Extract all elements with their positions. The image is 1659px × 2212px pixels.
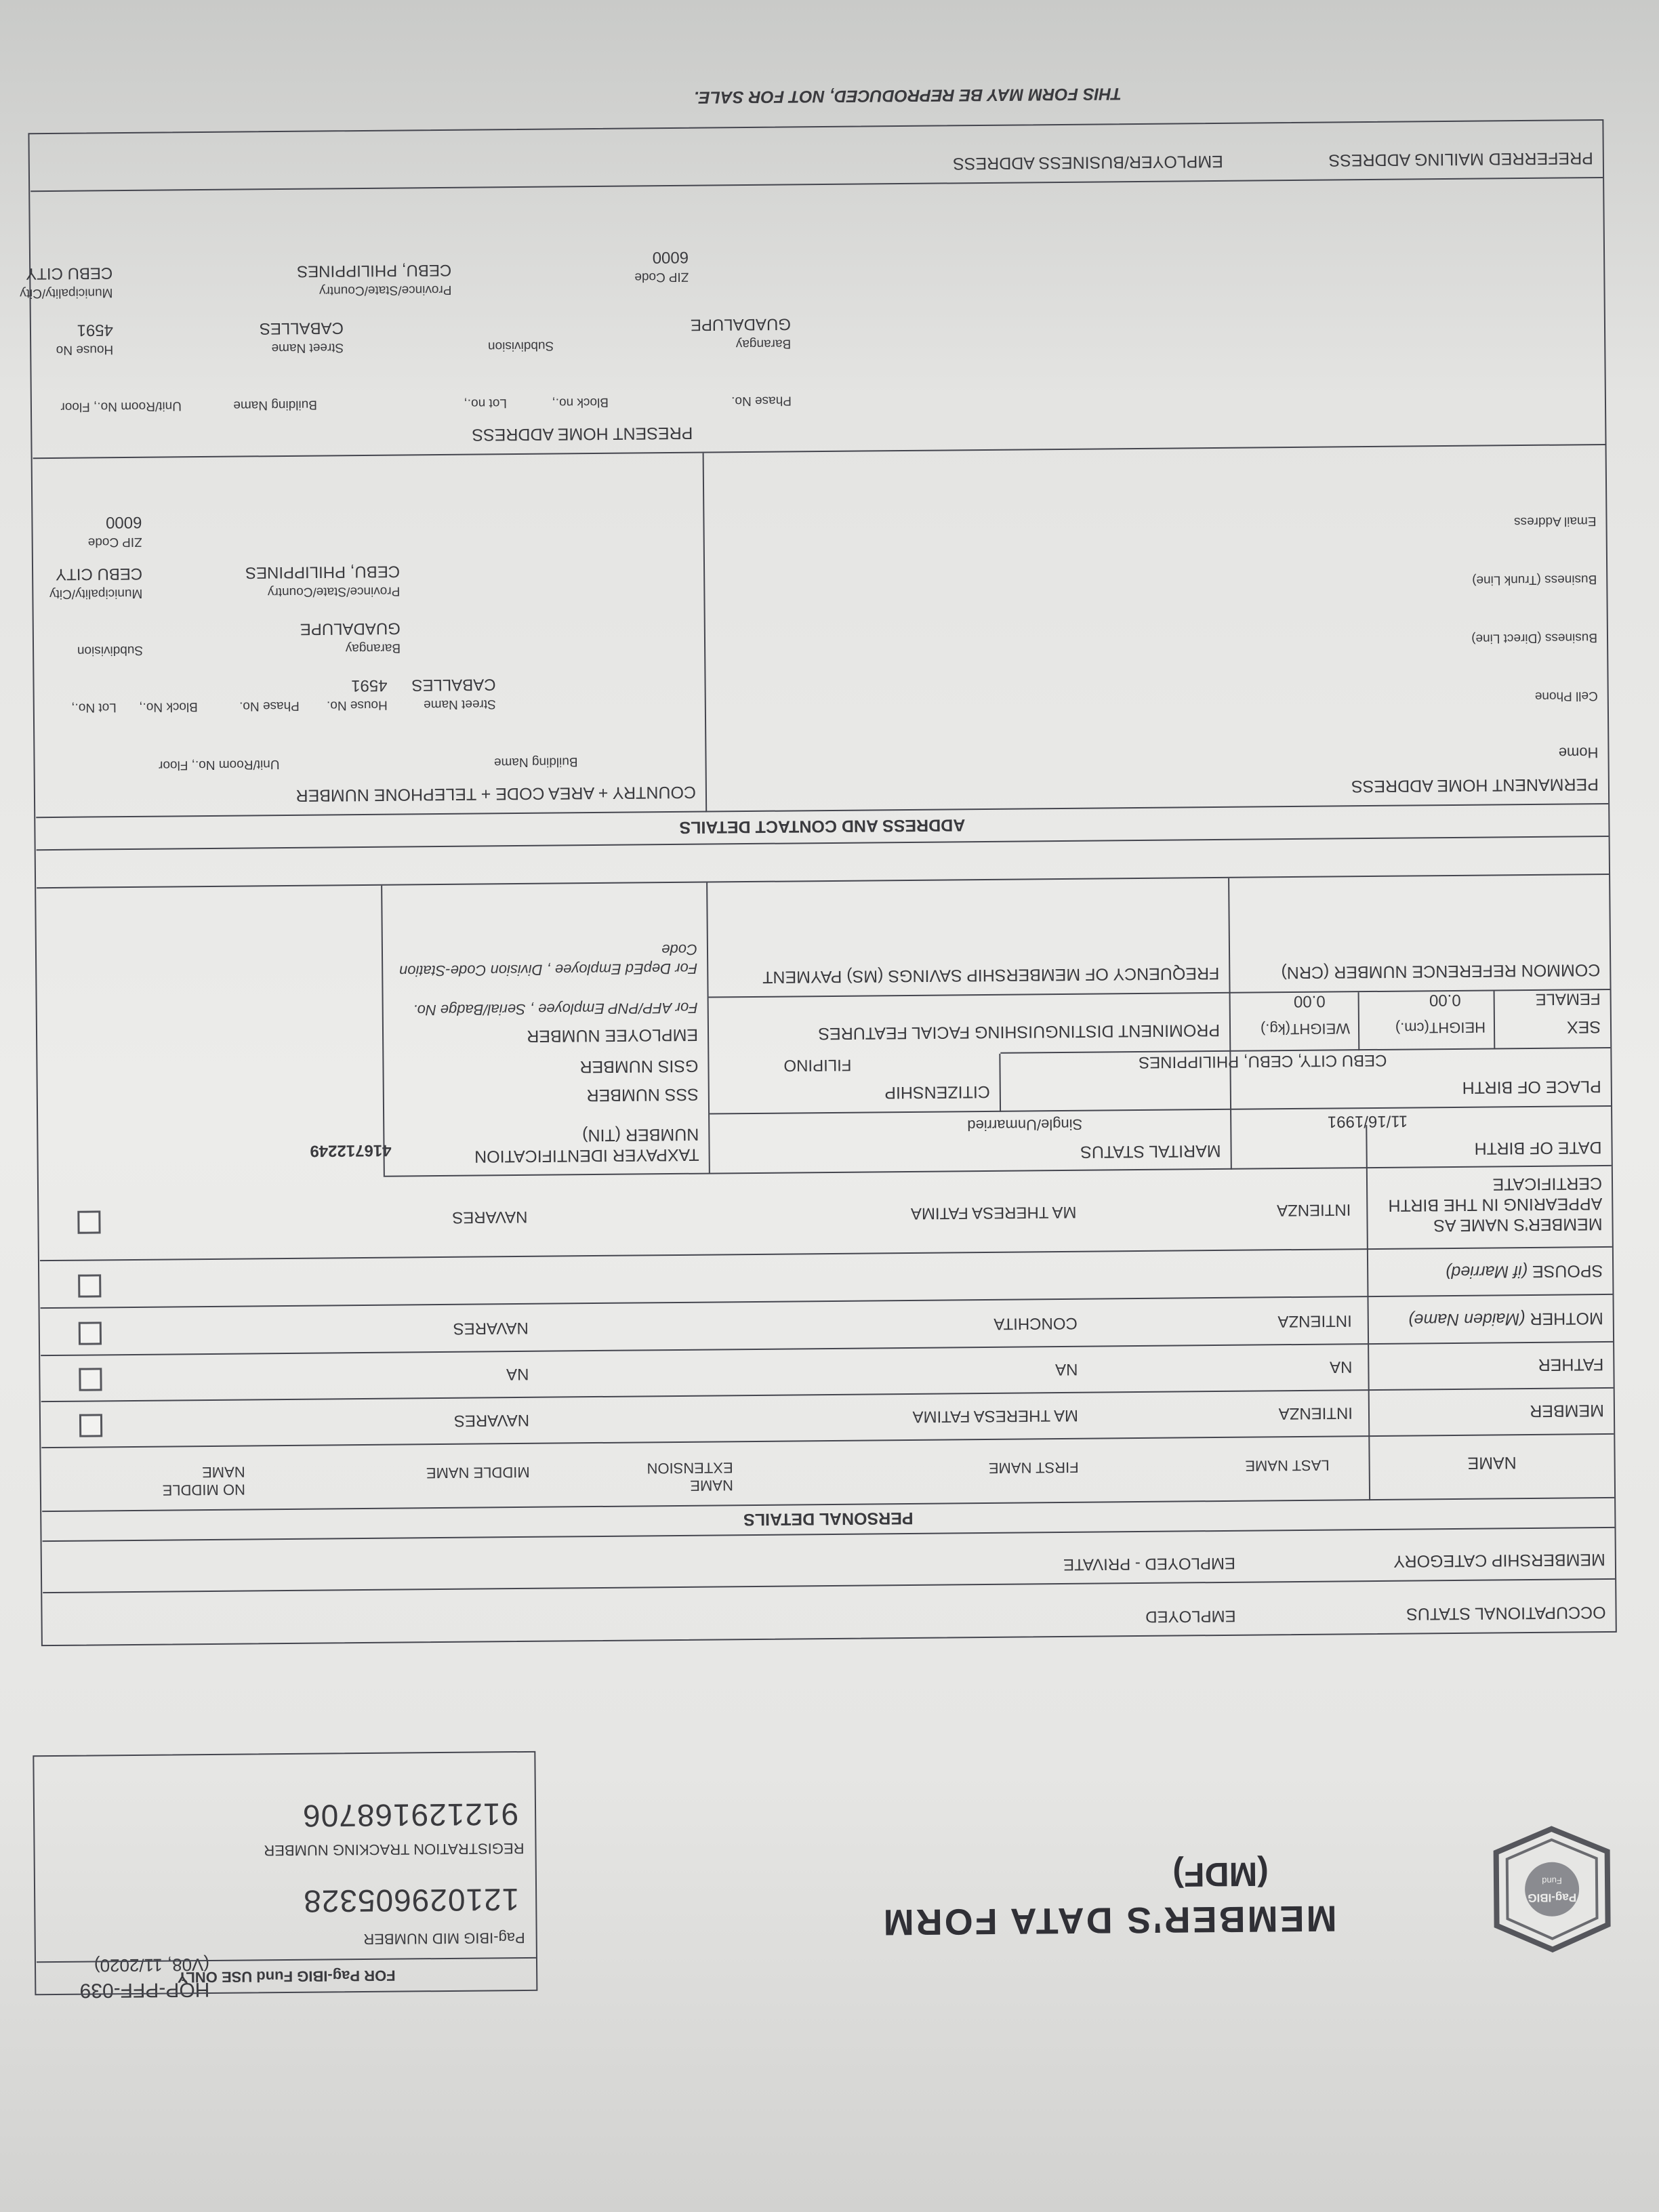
col-no-middle-name: NO MIDDLE NAME [162, 1463, 246, 1499]
weight-value: 0.00 [1293, 991, 1326, 1011]
form-code: HQP-PFF-039 [79, 1978, 210, 2002]
perm-zip-label: ZIP Code [87, 534, 142, 550]
first-name-value: CONCHITA [994, 1313, 1078, 1333]
last-name-value: INTIENZA [1276, 1200, 1351, 1220]
pres-block-label: Block no., [552, 394, 609, 410]
form-title: MEMBER'S DATA FORM [881, 1898, 1337, 1943]
frequency-ms-payment-label: FREQUENCY OF MEMBERSHIP SAVINGS (MS) PAYMENT [762, 963, 1220, 987]
perm-phase-label: Phase No. [239, 698, 300, 714]
occupational-status-value: EMPLOYED [1145, 1606, 1236, 1626]
last-name-value: NA [1329, 1357, 1353, 1376]
personal-details-header: PERSONAL DETAILS [743, 1508, 914, 1530]
height-value: 0.00 [1429, 990, 1461, 1010]
employee-number-label: EMPLOYEE NUMBER [527, 1025, 699, 1046]
logo-subtext: Fund [1542, 1875, 1562, 1886]
row-label: FATHER [1538, 1355, 1604, 1374]
col-first-name: FIRST NAME [988, 1458, 1079, 1477]
row-label: MEMBER'S NAME AS APPEARING IN THE BIRTH CERTIFICATE [1388, 1174, 1603, 1235]
pres-lot-label: Lot no., [464, 396, 508, 411]
pres-province-value: CEBU, PHILIPPINES [297, 260, 452, 281]
perm-barangay-label: Barangay [345, 640, 401, 656]
pres-zip-label: ZIP Code [634, 269, 689, 285]
membership-category-value: EMPLOYED - PRIVATE [1063, 1553, 1236, 1574]
present-address-title: PRESENT HOME ADDRESS [472, 423, 693, 445]
last-name-value: INTIENZA [1277, 1311, 1352, 1331]
rtn-value: 912129168706 [302, 1797, 519, 1834]
citizenship-label: CITIZENSHIP [884, 1082, 990, 1103]
pres-subdivision-label: Subdivision [487, 338, 554, 354]
perm-municipality-label: Municipality/City [49, 586, 143, 602]
first-name-value: MA THERESA FATIMA [910, 1202, 1077, 1223]
form-subtitle: (MDF) [1172, 1855, 1269, 1894]
first-name-value: MA THERESA FATIMA [912, 1406, 1079, 1426]
pagibig-logo [1490, 1824, 1614, 1954]
perm-street-value: CABALLES [411, 675, 496, 695]
perm-unit-label: Unit/Room No., Floor [159, 757, 280, 773]
contact-direct-label: Business (Direct Line) [1471, 630, 1598, 646]
perm-province-value: CEBU, PHILIPPINES [245, 562, 401, 582]
rtn-label: REGISTRATION TRACKING NUMBER [264, 1839, 525, 1860]
no-middle-name-checkbox[interactable] [78, 1274, 101, 1297]
col-middle-name: MIDDLE NAME [426, 1463, 530, 1482]
employee-note-afp-pnp: For AFP/PNP Employee , Serial/Badge No. [413, 999, 698, 1019]
marital-status-label: MARITAL STATUS [1080, 1141, 1221, 1162]
perm-house-value: 4591 [351, 676, 388, 695]
fund-use-box [33, 1751, 537, 1995]
pres-province-label: Province/State/Country [319, 282, 452, 298]
perm-province-label: Province/State/Country [267, 583, 401, 600]
address-contact-header: ADDRESS AND CONTACT DETAILS [679, 815, 966, 837]
col-name: NAME [1467, 1453, 1517, 1473]
middle-name-value: NAVARES [452, 1207, 528, 1227]
perm-subdivision-label: Subdivision [77, 642, 144, 658]
mailing-address-label: PREFERRED MAILING ADDRESS [1328, 148, 1593, 170]
contact-phone-title: COUNTRY + AREA CODE + TELEPHONE NUMBER [295, 782, 697, 805]
sex-value: FEMALE [1535, 989, 1601, 1008]
tin-label: TAXPAYER IDENTIFICATION NUMBER (TIN) [474, 1124, 699, 1166]
first-name-value: NA [1054, 1359, 1078, 1379]
contact-email-label: Email Address [1513, 514, 1597, 529]
contact-trunk-label: Business (Trunk Line) [1472, 572, 1597, 588]
pres-street-label: Street Name [271, 340, 344, 356]
pres-municipality-label: Municipality/City [20, 285, 113, 301]
height-label: HEIGHT(cm.) [1395, 1019, 1486, 1037]
perm-block-label: Block No., [139, 699, 198, 714]
pres-building-label: Building Name [233, 397, 318, 413]
col-name-extension: NAME EXTENSION [647, 1459, 733, 1494]
tin-value: 416712249 [310, 1141, 392, 1160]
mailing-address-option: EMPLOYER/BUSINESS ADDRESS [953, 151, 1223, 173]
occupational-status-label: OCCUPATIONAL STATUS [1406, 1603, 1606, 1624]
membership-category-label: MEMBERSHIP CATEGORY [1393, 1550, 1606, 1571]
pres-barangay-value: GUADALUPE [690, 314, 792, 334]
dob-value: 11/16/1991 [1327, 1111, 1408, 1131]
col-last-name: LAST NAME [1245, 1456, 1330, 1475]
sss-number-label: SSS NUMBER [586, 1084, 699, 1105]
pres-unit-label: Unit/Room No., Floor [60, 398, 182, 414]
main-form-table [20, 119, 1616, 1646]
perm-building-label: Building Name [493, 754, 578, 770]
middle-name-value: NA [506, 1364, 529, 1384]
reproduction-notice: THIS FORM MAY BE REPRODUCED, NOT FOR SALE. [693, 84, 1122, 107]
no-middle-name-checkbox[interactable] [79, 1368, 102, 1391]
no-middle-name-checkbox[interactable] [79, 1414, 102, 1437]
marital-status-value: Single/Unmarried [967, 1115, 1083, 1134]
pob-label: PLACE OF BIRTH [1462, 1077, 1601, 1097]
no-middle-name-checkbox[interactable] [79, 1322, 102, 1345]
row-label: MOTHER (Maiden Name) [1408, 1309, 1603, 1330]
row-label: MEMBER [1530, 1401, 1605, 1420]
permanent-address-title: PERMANENT HOME ADDRESS [1351, 775, 1599, 796]
logo-text: Pag-IBIG [1528, 1891, 1577, 1905]
row-label: SPOUSE (if Married) [1446, 1261, 1603, 1282]
weight-label: WEIGHT(kg.) [1260, 1020, 1351, 1038]
mid-value: 121029605328 [302, 1882, 520, 1919]
pres-phase-label: Phase No. [731, 393, 792, 409]
citizenship-value: FILIPINO [783, 1055, 852, 1075]
sex-label: SEX [1566, 1017, 1601, 1037]
mid-label: Pag-IBIG MID NUMBER [363, 1929, 525, 1948]
employee-note-deped: For DepEd Employee , Division Code-Station Code [398, 941, 698, 980]
dob-label: DATE OF BIRTH [1474, 1138, 1602, 1158]
perm-street-label: Street Name [424, 697, 496, 712]
middle-name-value: NAVARES [453, 1318, 529, 1338]
no-middle-name-checkbox[interactable] [77, 1210, 100, 1233]
facial-features-label: PROMINENT DISTINGUISHING FACIAL FEATURES [818, 1020, 1221, 1044]
perm-zip-value: 6000 [105, 512, 142, 532]
gsis-number-label: GSIS NUMBER [579, 1056, 699, 1077]
form-version: (V08, 11/2020) [94, 1954, 210, 1976]
perm-lot-label: Lot No., [71, 700, 117, 715]
contact-home-label: Home [1558, 744, 1599, 762]
contact-cell-label: Cell Phone [1534, 689, 1598, 703]
last-name-value: INTIENZA [1278, 1404, 1353, 1423]
perm-barangay-value: GUADALUPE [300, 619, 401, 638]
pres-municipality-value: CEBU CITY [26, 264, 113, 283]
perm-municipality-value: CEBU CITY [55, 564, 143, 583]
pres-zip-value: 6000 [652, 247, 689, 267]
middle-name-value: NAVARES [453, 1410, 530, 1430]
pres-house-value: 4591 [77, 321, 114, 340]
crn-label: COMMON REFERENCE NUMBER (CRN) [1281, 960, 1601, 983]
perm-house-label: House No. [326, 697, 388, 713]
pob-value: CEBU CITY, CEBU, PHILIPPINES [1139, 1050, 1387, 1072]
fund-use-header: FOR Pag-IBIG Fund USE ONLY [177, 1967, 396, 1986]
pres-house-label: House No [56, 342, 114, 357]
pres-barangay-label: Barangay [735, 336, 792, 352]
pres-street-value: CABALLES [259, 319, 344, 338]
